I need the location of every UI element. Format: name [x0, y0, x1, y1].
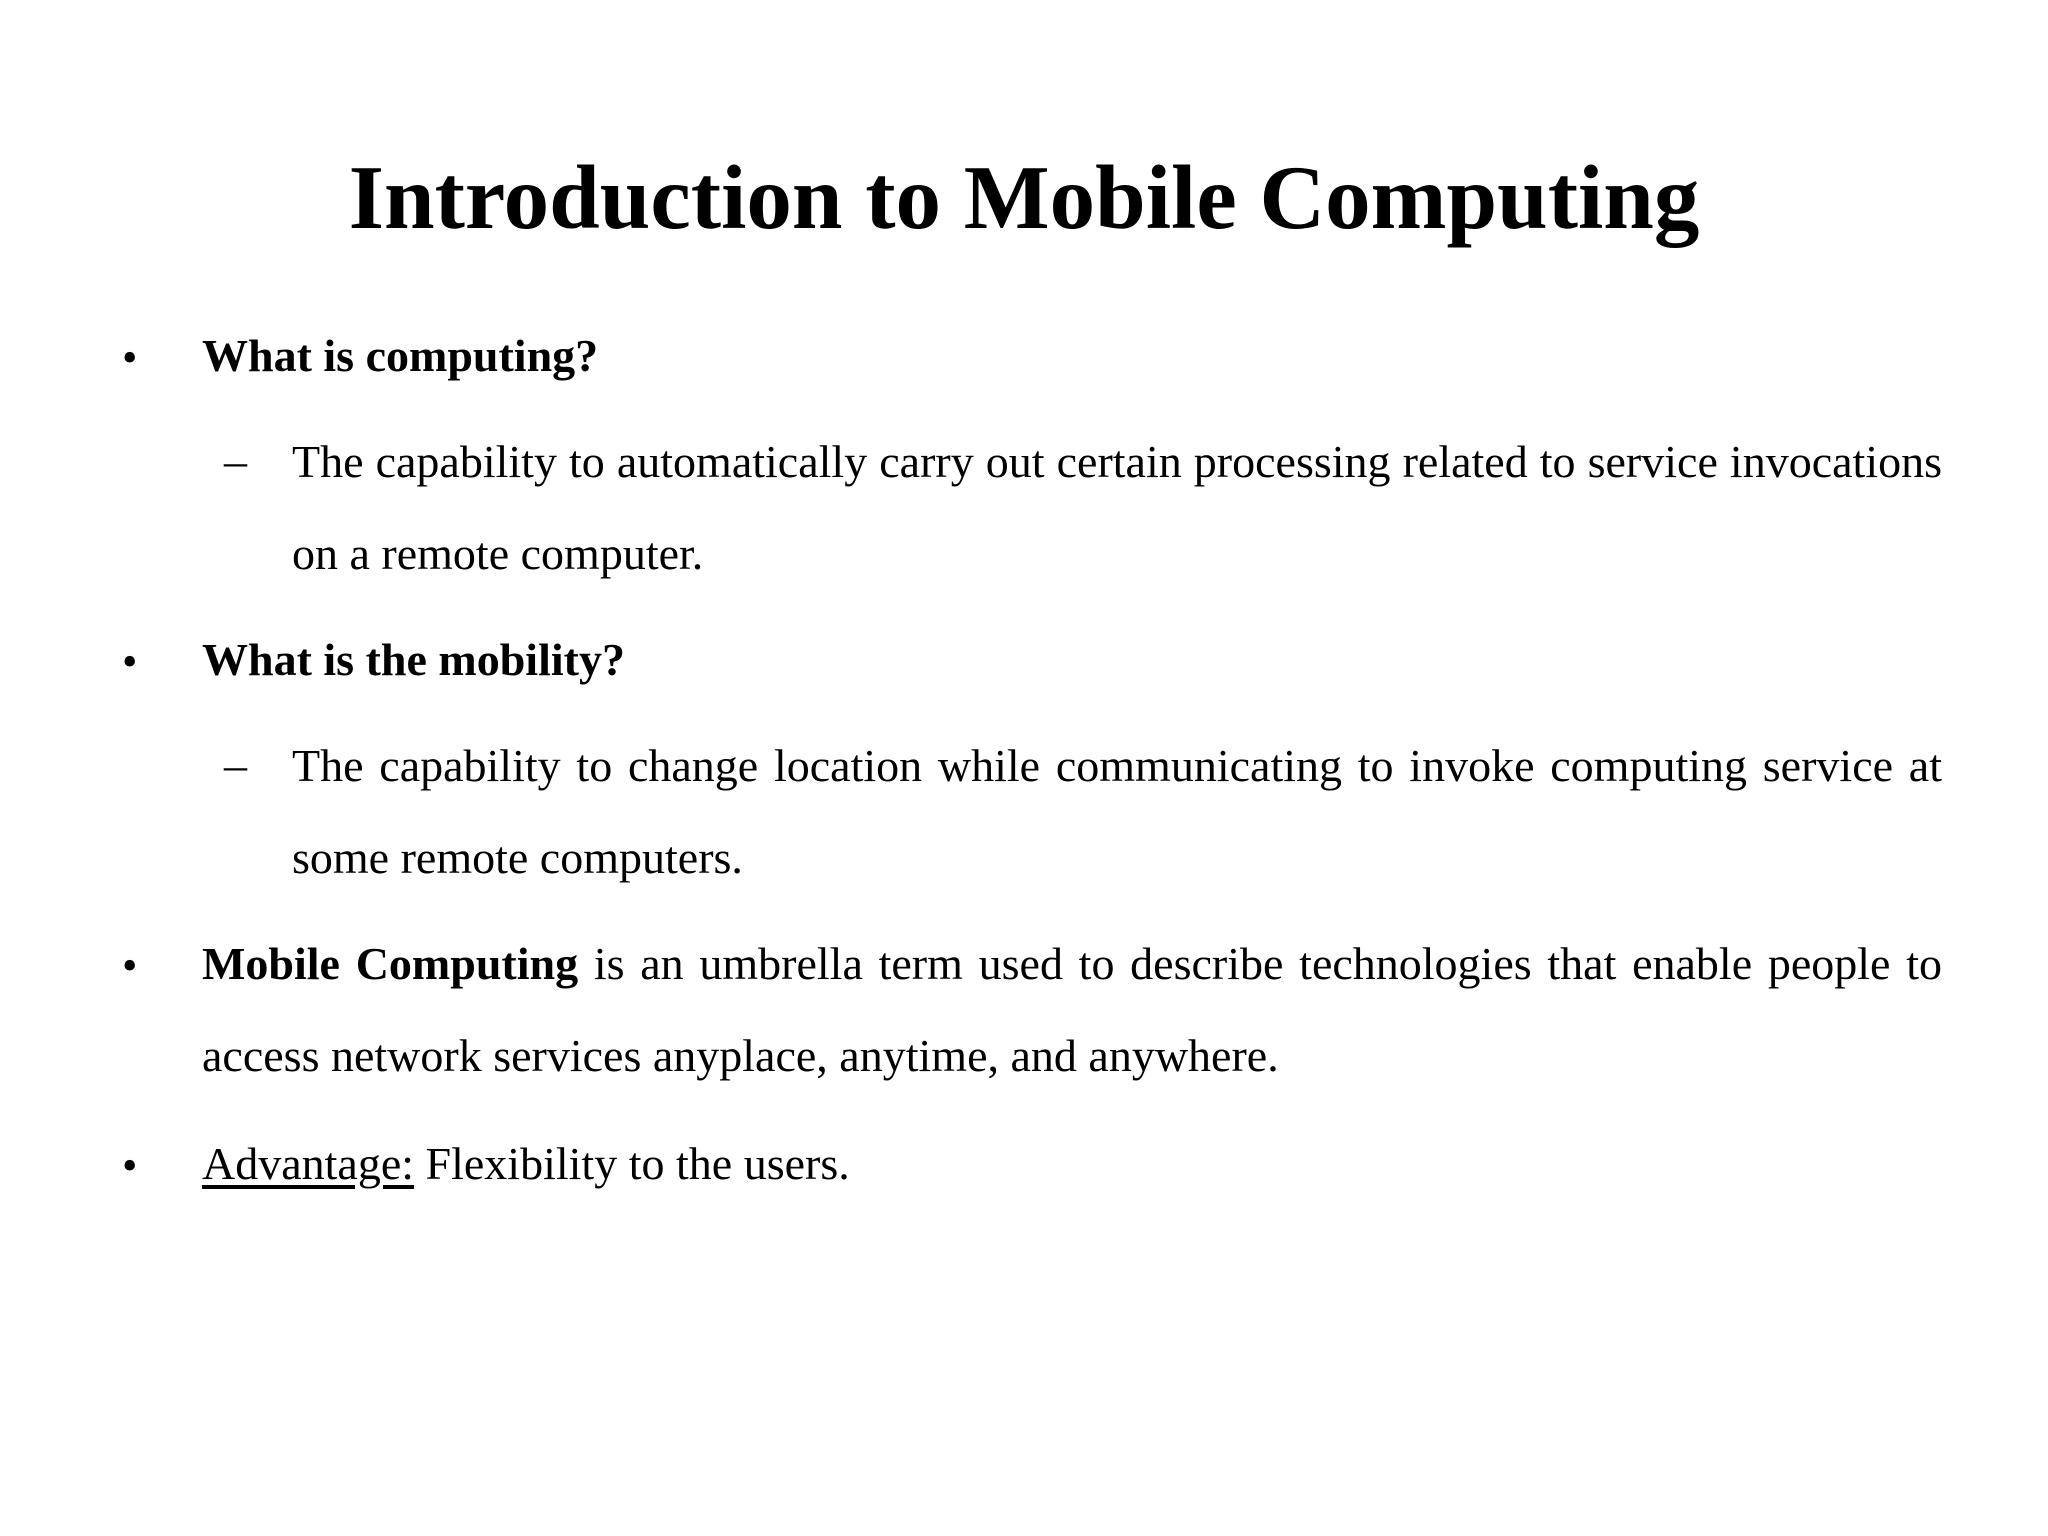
bullet-marker: •: [122, 333, 138, 382]
slide-title: Introduction to Mobile Computing: [348, 147, 1700, 248]
bullet-heading-mobility: What is the mobility?: [202, 634, 625, 685]
term-mobile-computing: Mobile Computing: [202, 938, 579, 989]
bullet-heading-computing: What is computing?: [202, 330, 599, 381]
sub-bullet-marker: –: [224, 435, 247, 486]
bullet-marker: •: [122, 941, 138, 990]
sub-bullet-marker: –: [224, 739, 247, 790]
advantage-text: Flexibility to the users.: [414, 1138, 850, 1189]
sub-bullet-mobility-definition: The capability to change location while communicating to invoke computing service at some remote computers.: [292, 740, 1942, 883]
bullet-marker: •: [122, 1141, 138, 1190]
bullet-advantage: [202, 1118, 1942, 1210]
mobile-computing-description-text: is an umbrella term used to describe technologies that enable people to access network services anyplace, anytime, and anywhere.: [202, 938, 1942, 1081]
sub-bullet-computing-definition: The capability to automatically carry out certain processing related to service invocations on a remote computer.: [292, 436, 1942, 579]
advantage-label: Advantage:: [202, 1138, 415, 1189]
bullet-marker: •: [122, 637, 138, 686]
bullet-mobile-computing-description: [202, 918, 1942, 1102]
